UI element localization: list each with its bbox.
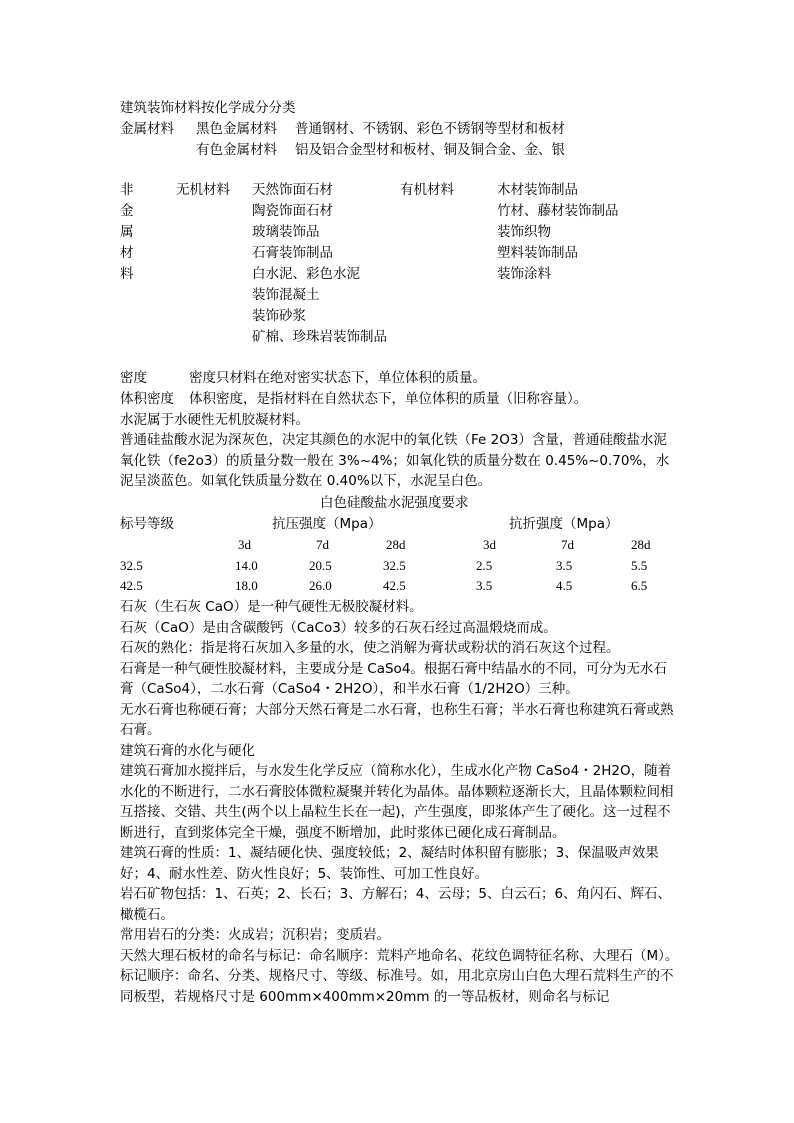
paragraph: 建筑石膏的性质：1、凝结硬化快、强度较低；2、凝结时体积留有膨胀；3、保温吸声效果好；4、耐水性差、防火性良好；5、装饰性、可加工性良好。 — [120, 845, 659, 882]
ferrous-items: 普通钢材、不锈钢、彩色不锈钢等型材和板材 — [295, 121, 565, 137]
nonmetal-char-2: 金 — [120, 203, 134, 219]
age-header: 3d — [238, 537, 251, 552]
body-text — [120, 597, 680, 1007]
inorganic-item: 白水泥、彩色水泥 — [252, 266, 360, 282]
organic-item: 装饰涂料 — [497, 266, 551, 282]
organic-item: 木材装饰制品 — [497, 182, 578, 198]
age-header: 3d — [483, 537, 496, 552]
bulk-density-term: 体积密度 — [120, 391, 174, 407]
table-cell: 14.0 — [235, 558, 258, 573]
inorganic-item: 玻璃装饰品 — [252, 224, 320, 240]
paragraph: 天然大理石板材的命名与标记：命名顺序：荒料产地命名、花纹色调特征名称、大理石（M）。标记顺序：命名、分类、规格尺寸、等级、标准号。如，用北京房山白色大理石荒料生产的不同板型，若规格尺寸是 600mm×400mm×20mm 的一等品板材，则命名与标记 — [120, 947, 679, 1005]
age-header: 28d — [386, 537, 406, 552]
table-cell: 6.5 — [631, 578, 648, 593]
nonmetal-char-4: 材 — [120, 245, 134, 261]
organic-label: 有机材料 — [400, 182, 454, 198]
table-cell: 4.5 — [556, 578, 573, 593]
density-text: 密度只材料在绝对密实状态下，单位体积的质量。 — [189, 370, 486, 386]
table-cell: 42.5 — [383, 578, 406, 593]
inorganic-item: 矿棉、珍珠岩装饰制品 — [252, 329, 387, 345]
flexural-header: 抗折强度（Mpa） — [509, 516, 619, 532]
metal-label: 金属材料 — [120, 121, 174, 137]
compressive-header: 抗压强度（Mpa） — [272, 516, 382, 532]
document-title: 建筑装饰材料按化学成分分类 — [120, 100, 296, 116]
grade-header: 标号等级 — [120, 516, 174, 532]
organic-item: 装饰织物 — [497, 224, 551, 240]
nonferrous-category: 有色金属材料 — [196, 142, 277, 158]
nonferrous-items: 铝及铝合金型材和板材、铜及铜合金、金、银 — [295, 142, 565, 158]
paragraph: 建筑石膏加水搅拌后，与水发生化学反应（简称水化），生成水化产物 CaSo4・2H2O，随着水化的不断进行，二水石膏胶体微粒凝聚并转化为晶体。晶体颗粒逐渐长大，且晶体颗粒间相互搭接、交错、共生(两个以上晶粒生长在一起)，产生强度，即浆体产生了硬化。这一过程不断进行，直到浆体完全干燥，强度不断增加，此时浆体已硬化成石膏制品。 — [120, 763, 674, 841]
strength-table-title: 白色硅酸盐水泥强度要求 — [320, 495, 469, 511]
paragraph: 无水石膏也称硬石膏；大部分天然石膏是二水石膏，也称生石膏；半水石膏也称建筑石膏或熟石膏。 — [120, 701, 674, 738]
cement-type-text: 水泥属于水硬性无机胶凝材料。 — [120, 412, 309, 428]
paragraph: 岩石矿物包括：1、石英；2、长石；3、方解石；4、云母；5、白云石；6、角闪石、辉石、橄榄石。 — [120, 886, 672, 923]
nonmetal-char-3: 属 — [120, 224, 134, 240]
nonmetal-char-5: 料 — [120, 266, 134, 282]
paragraph: 石灰（CaO）是由含碳酸钙（CaCo3）较多的石灰石经过高温煅烧而成。 — [120, 619, 557, 636]
table-cell: 2.5 — [476, 558, 493, 573]
cement-color-paragraph — [120, 430, 680, 492]
table-cell: 3.5 — [476, 578, 493, 593]
table-cell-grade: 42.5 — [120, 578, 143, 593]
age-header: 7d — [561, 537, 574, 552]
table-cell: 3.5 — [556, 558, 573, 573]
age-header: 7d — [316, 537, 329, 552]
inorganic-item: 装饰混凝土 — [252, 287, 320, 303]
bulk-density-text: 体积密度，是指材料在自然状态下，单位体积的质量（旧称容量）。 — [189, 391, 588, 407]
table-cell-grade: 32.5 — [120, 558, 143, 573]
inorganic-item: 石膏装饰制品 — [252, 245, 333, 261]
inorganic-item: 装饰砂浆 — [252, 308, 306, 324]
organic-item: 塑料装饰制品 — [497, 245, 578, 261]
inorganic-label: 无机材料 — [176, 182, 230, 198]
table-cell: 26.0 — [309, 578, 332, 593]
table-cell: 32.5 — [383, 558, 406, 573]
age-header: 28d — [631, 537, 651, 552]
table-cell: 5.5 — [631, 558, 648, 573]
ferrous-category: 黑色金属材料 — [196, 121, 277, 137]
paragraph: 常用岩石的分类：火成岩；沉积岩；变质岩。 — [120, 927, 390, 943]
paragraph: 石灰的熟化：指是将石灰加入多量的水，使之消解为膏状或粉状的消石灰这个过程。 — [120, 640, 620, 656]
organic-item: 竹材、藤材装饰制品 — [497, 203, 619, 219]
table-cell: 18.0 — [235, 578, 258, 593]
section-heading: 建筑石膏的水化与硬化 — [120, 742, 255, 759]
table-cell: 20.5 — [309, 558, 332, 573]
paragraph: 石灰（生石灰 CaO）是一种气硬性无极胶凝材料。 — [120, 599, 423, 615]
inorganic-item: 陶瓷饰面石材 — [252, 203, 333, 219]
cement-color-text: 普通硅盐酸水泥为深灰色，决定其颜色的水泥中的氧化铁（Fe 2O3）含量，普通硅酸盐水泥氧化铁（fe2o3）的质量分数一般在 3%~4%；如氧化铁的质量分数在 0.45%~0.70%，水泥呈淡蓝色。如氧化铁质量分数在 0.40%以下，水泥呈白色。 — [120, 432, 670, 489]
nonmetal-char-1: 非 — [120, 182, 134, 198]
density-term: 密度 — [120, 370, 147, 386]
inorganic-item: 天然饰面石材 — [252, 182, 333, 198]
paragraph: 石膏是一种气硬性胶凝材料，主要成分是 CaSo4。根据石膏中结晶水的不同，可分为无水石膏（CaSo4），二水石膏（CaSo4・2H2O），和半水石膏（1/2H2O）三种。 — [120, 660, 667, 697]
